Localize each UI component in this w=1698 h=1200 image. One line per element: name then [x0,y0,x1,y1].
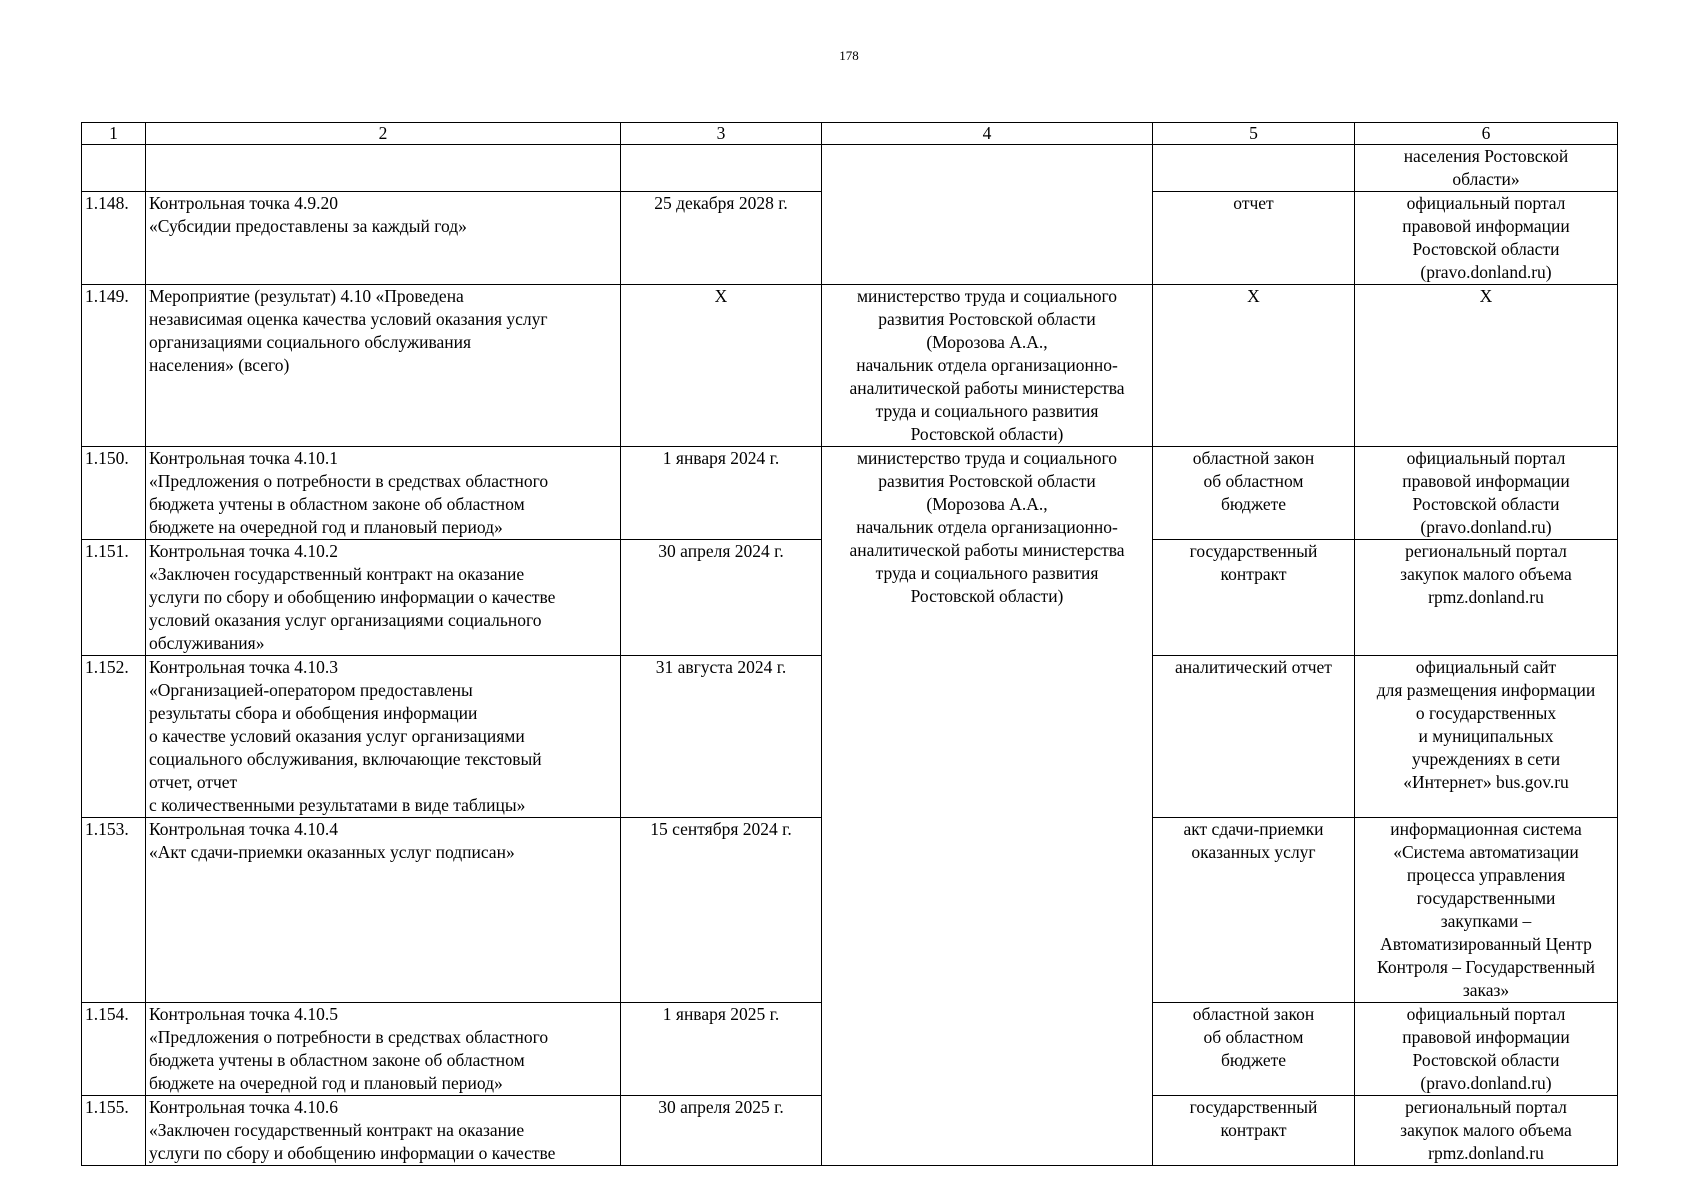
row-responsible: министерство труда и социального развития Ростовской области (Морозова А.А., начальник отдела организационно- аналитической работы министерства труда и социального развития Ростовской области) [822,447,1153,1166]
row-document: Х [1153,285,1355,447]
row-source: официальный портал правовой информации Ростовской области (pravo.donland.ru) [1355,447,1618,540]
row-document: областной закон об областном бюджете [1153,447,1355,540]
table-header-row [82,123,1618,145]
row-date [621,145,822,192]
row-responsible [822,145,1153,285]
row-document: отчет [1153,192,1355,285]
table-row [82,285,1618,447]
row-number: 1.149. [82,285,146,447]
row-source: информационная система «Система автоматизации процесса управления государственными закупками – Автоматизированный Центр Контроля – Государственный заказ» [1355,818,1618,1003]
row-number [82,145,146,192]
row-source: региональный портал закупок малого объема rpmz.donland.ru [1355,1096,1618,1166]
row-source: официальный сайт для размещения информации о государственных и муниципальных учреждениях в сети «Интернет» bus.gov.ru [1355,656,1618,818]
row-date: 30 апреля 2025 г. [621,1096,822,1166]
table-row [82,145,1618,192]
row-date: 1 января 2025 г. [621,1003,822,1096]
row-date: Х [621,285,822,447]
row-date: 15 сентября 2024 г. [621,818,822,1003]
row-number: 1.153. [82,818,146,1003]
row-name: Контрольная точка 4.10.3 «Организацией-оператором предоставлены результаты сбора и обобщения информации о качестве условий оказания услуг организациями социального обслуживания, включающие текстовый отчет, отчет с количественными результатами в виде таблицы» [146,656,621,818]
row-source: региональный портал закупок малого объема rpmz.donland.ru [1355,540,1618,656]
row-name: Контрольная точка 4.10.4 «Акт сдачи-приемки оказанных услуг подписан» [146,818,621,1003]
row-name [146,145,621,192]
plan-table [81,122,1618,1166]
row-number: 1.150. [82,447,146,540]
row-date: 25 декабря 2028 г. [621,192,822,285]
table-row [82,447,1618,540]
row-number: 1.155. [82,1096,146,1166]
row-document: аналитический отчет [1153,656,1355,818]
row-document: государственный контракт [1153,1096,1355,1166]
page-number: 178 [839,48,859,63]
row-number: 1.154. [82,1003,146,1096]
row-name: Контрольная точка 4.10.5 «Предложения о потребности в средствах областного бюджета учтены в областном законе об областном бюджете на очередной год и плановый период» [146,1003,621,1096]
row-document: государственный контракт [1153,540,1355,656]
header-cell: 1 [82,123,146,145]
row-source: официальный портал правовой информации Ростовской области (pravo.donland.ru) [1355,192,1618,285]
row-name: Контрольная точка 4.9.20 «Субсидии предоставлены за каждый год» [146,192,621,285]
row-name: Контрольная точка 4.10.6 «Заключен государственный контракт на оказание услуги по сбору и обобщению информации о качестве [146,1096,621,1166]
row-date: 31 августа 2024 г. [621,656,822,818]
row-source: Х [1355,285,1618,447]
header-cell: 2 [146,123,621,145]
row-number: 1.148. [82,192,146,285]
row-document: областной закон об областном бюджете [1153,1003,1355,1096]
row-document: акт сдачи-приемки оказанных услуг [1153,818,1355,1003]
header-cell: 6 [1355,123,1618,145]
header-cell: 5 [1153,123,1355,145]
header-cell: 4 [822,123,1153,145]
row-name: Контрольная точка 4.10.2 «Заключен государственный контракт на оказание услуги по сбору и обобщению информации о качестве условий оказания услуг организациями социального обслуживания» [146,540,621,656]
row-document [1153,145,1355,192]
row-responsible: министерство труда и социального развития Ростовской области (Морозова А.А., начальник отдела организационно- аналитической работы министерства труда и социального развития Ростовской области) [822,285,1153,447]
row-source: официальный портал правовой информации Ростовской области (pravo.donland.ru) [1355,1003,1618,1096]
row-source: населения Ростовской области» [1355,145,1618,192]
row-name: Мероприятие (результат) 4.10 «Проведена независимая оценка качества условий оказания услуг организациями социального обслуживания населения» (всего) [146,285,621,447]
row-name: Контрольная точка 4.10.1 «Предложения о потребности в средствах областного бюджета учтены в областном законе об областном бюджете на очередной год и плановый период» [146,447,621,540]
row-date: 1 января 2024 г. [621,447,822,540]
row-date: 30 апреля 2024 г. [621,540,822,656]
row-number: 1.151. [82,540,146,656]
row-number: 1.152. [82,656,146,818]
header-cell: 3 [621,123,822,145]
